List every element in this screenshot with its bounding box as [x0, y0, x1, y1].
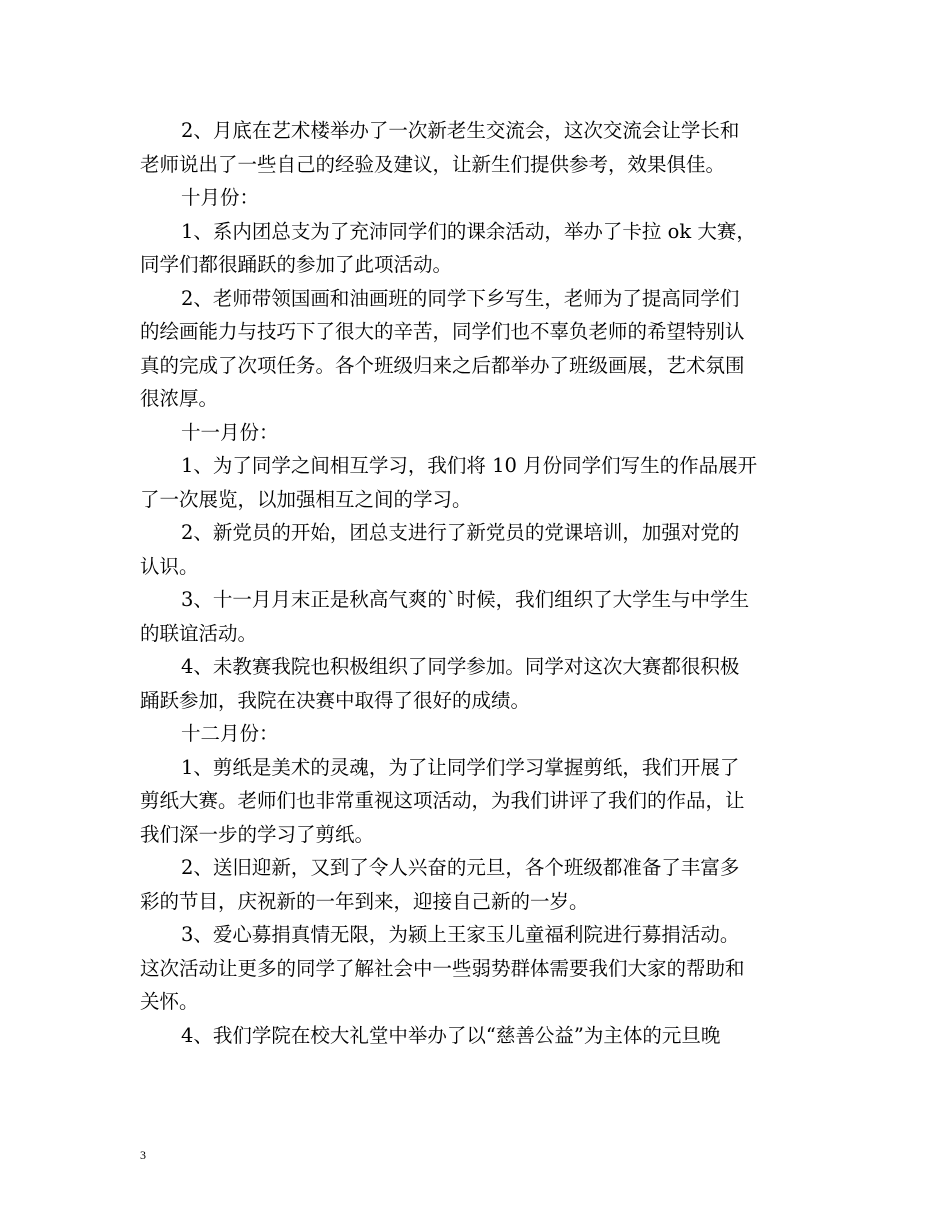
text-line: 彩的节目，庆祝新的一年到来，迎接自己新的一岁。 [140, 889, 589, 913]
text-line: 4、未教赛我院也积极组织了同学参加。同学对这次大赛都很积极 [181, 655, 740, 678]
text-line: 真的完成了次项任务。各个班级归来之后都举办了班级画展，艺术氛围 [140, 353, 745, 377]
text-line: 1、剪纸是美术的灵魂，为了让同学们学习掌握剪纸，我们开展了 [181, 755, 740, 779]
text-line: 踊跃参加，我院在决赛中取得了很好的成绩。 [140, 688, 531, 712]
text-line: 我们深一步的学习了剪纸。 [140, 822, 375, 846]
text-line: 这次活动让更多的同学了解社会中一些弱势群体需要我们大家的帮助和 [140, 956, 745, 980]
text-line: 同学们都很踊跃的参加了此项活动。 [140, 253, 453, 276]
text-line: 很浓厚。 [140, 387, 219, 410]
text-line: 剪纸大赛。老师们也非常重视这项活动，为我们讲评了我们的作品，让 [140, 789, 745, 812]
text-line: 3、十一月月末正是秋高气爽的`时候，我们组织了大学生与中学生 [181, 588, 750, 611]
text-line: 2、老师带领国画和油画班的同学下乡写生，老师为了提高同学们 [181, 286, 740, 310]
text-line: 老师说出了一些自己的经验及建议，让新生们提供参考，效果俱佳。 [140, 152, 726, 176]
text-line: 了一次展览，以加强相互之间的学习。 [140, 487, 472, 511]
text-line: 2、送旧迎新，又到了令人兴奋的元旦，各个班级都准备了丰富多 [181, 856, 740, 879]
text-line: 十月份： [181, 186, 260, 209]
text-line: 十一月份： [181, 420, 279, 444]
text-line: 十二月份： [181, 722, 279, 745]
text-line: 的联谊活动。 [140, 621, 258, 645]
text-line: 2、月底在艺术楼举办了一次新老生交流会，这次交流会让学长和 [181, 119, 740, 142]
text-line: 认识。 [140, 554, 199, 578]
text-line: 1、为了同学之间相互学习，我们将 10 月份同学们写生的作品展开 [181, 454, 758, 477]
page-number: 3 [140, 1148, 146, 1162]
document-body [140, 114, 816, 1052]
text-line: 关怀。 [140, 990, 199, 1013]
text-line: 1、系内团总支为了充沛同学们的课余活动，举办了卡拉 ok 大赛， [181, 219, 756, 243]
text-line: 的绘画能力与技巧下了很大的辛苦，同学们也不辜负老师的希望特别认 [140, 320, 745, 343]
text-line: 2、新党员的开始，团总支进行了新党员的党课培训，加强对党的 [181, 521, 740, 544]
text-line: 3、爱心募捐真情无限，为颍上王家玉儿童福利院进行募捐活动。 [181, 923, 740, 946]
text-line: 4、我们学院在校大礼堂中举办了以“慈善公益”为主体的元旦晚 [181, 1023, 721, 1047]
